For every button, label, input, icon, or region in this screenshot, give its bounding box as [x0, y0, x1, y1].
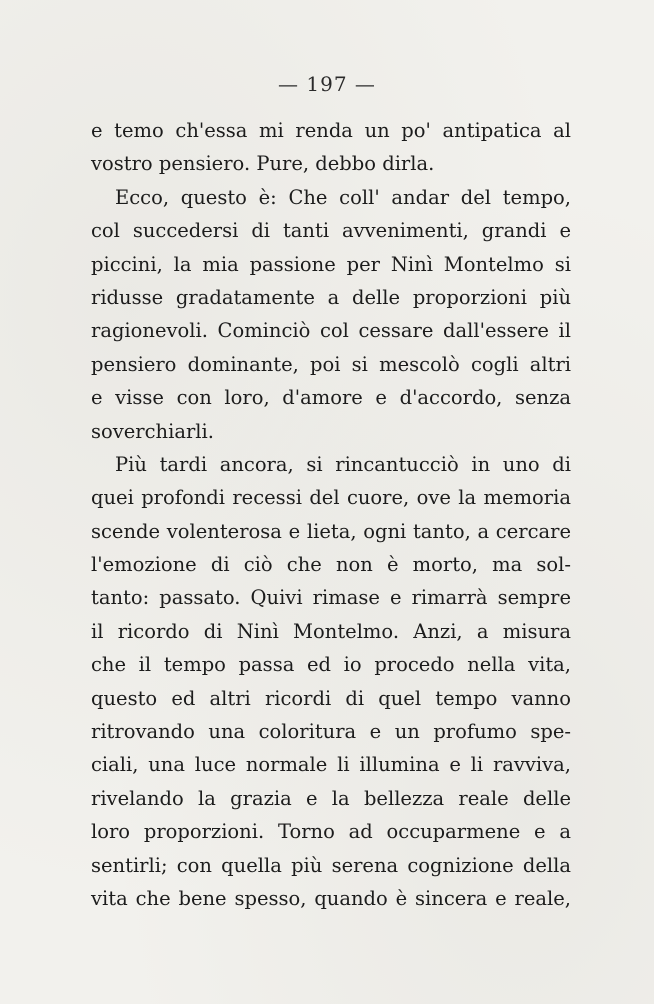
body-text — [91, 114, 571, 915]
text-line: ragionevoli. Cominciò col cessare dall'essere il — [91, 319, 571, 343]
text-line: ritrovando una coloritura e un profumo spe- — [91, 720, 571, 744]
text-line: questo ed altri ricordi di quel tempo vanno — [91, 686, 571, 710]
text-line: loro proporzioni. Torno ad occuparmene e a — [91, 820, 571, 844]
text-line: rivelando la grazia e la bellezza reale delle — [91, 786, 571, 810]
text-line: ciali, una luce normale li illumina e li ravviva, — [91, 753, 571, 777]
page-number: — 197 — — [278, 72, 376, 96]
text-line: che il tempo passa ed io procedo nella vita, — [91, 653, 571, 677]
text-line: l'emozione di ciò che non è morto, ma sol- — [91, 553, 571, 577]
text-line: ridusse gradatamente a delle proporzioni più — [91, 285, 571, 309]
text-line: col succedersi di tanti avvenimenti, grandi e — [91, 219, 571, 243]
text-line: vita che bene spesso, quando è sincera e reale, — [91, 886, 571, 910]
text-line: il ricordo di Ninì Montelmo. Anzi, a misura — [91, 619, 571, 643]
text-line: scende volenterosa e lieta, ogni tanto, a cercare — [91, 519, 571, 543]
text-line: e visse con loro, d'amore e d'accordo, senza — [91, 386, 571, 410]
text-line: sentirli; con quella più serena cognizione della — [91, 853, 571, 877]
text-line: quei profondi recessi del cuore, ove la memoria — [91, 486, 571, 510]
text-line: tanto: passato. Quivi rimase e rimarrà sempre — [91, 586, 571, 610]
text-line: Più tardi ancora, si rincantucciò in uno di — [115, 452, 571, 476]
text-line: Ecco, questo è: Che coll' andar del tempo, — [115, 185, 571, 209]
text-line: soverchiarli. — [91, 419, 214, 443]
text-line: pensiero dominante, poi si mescolò cogli altri — [91, 352, 571, 376]
text-line: e temo ch'essa mi renda un po' antipatica al — [91, 119, 571, 142]
text-line: piccini, la mia passione per Ninì Montelmo si — [91, 252, 571, 276]
text-line: vostro pensiero. Pure, debbo dirla. — [91, 152, 435, 176]
